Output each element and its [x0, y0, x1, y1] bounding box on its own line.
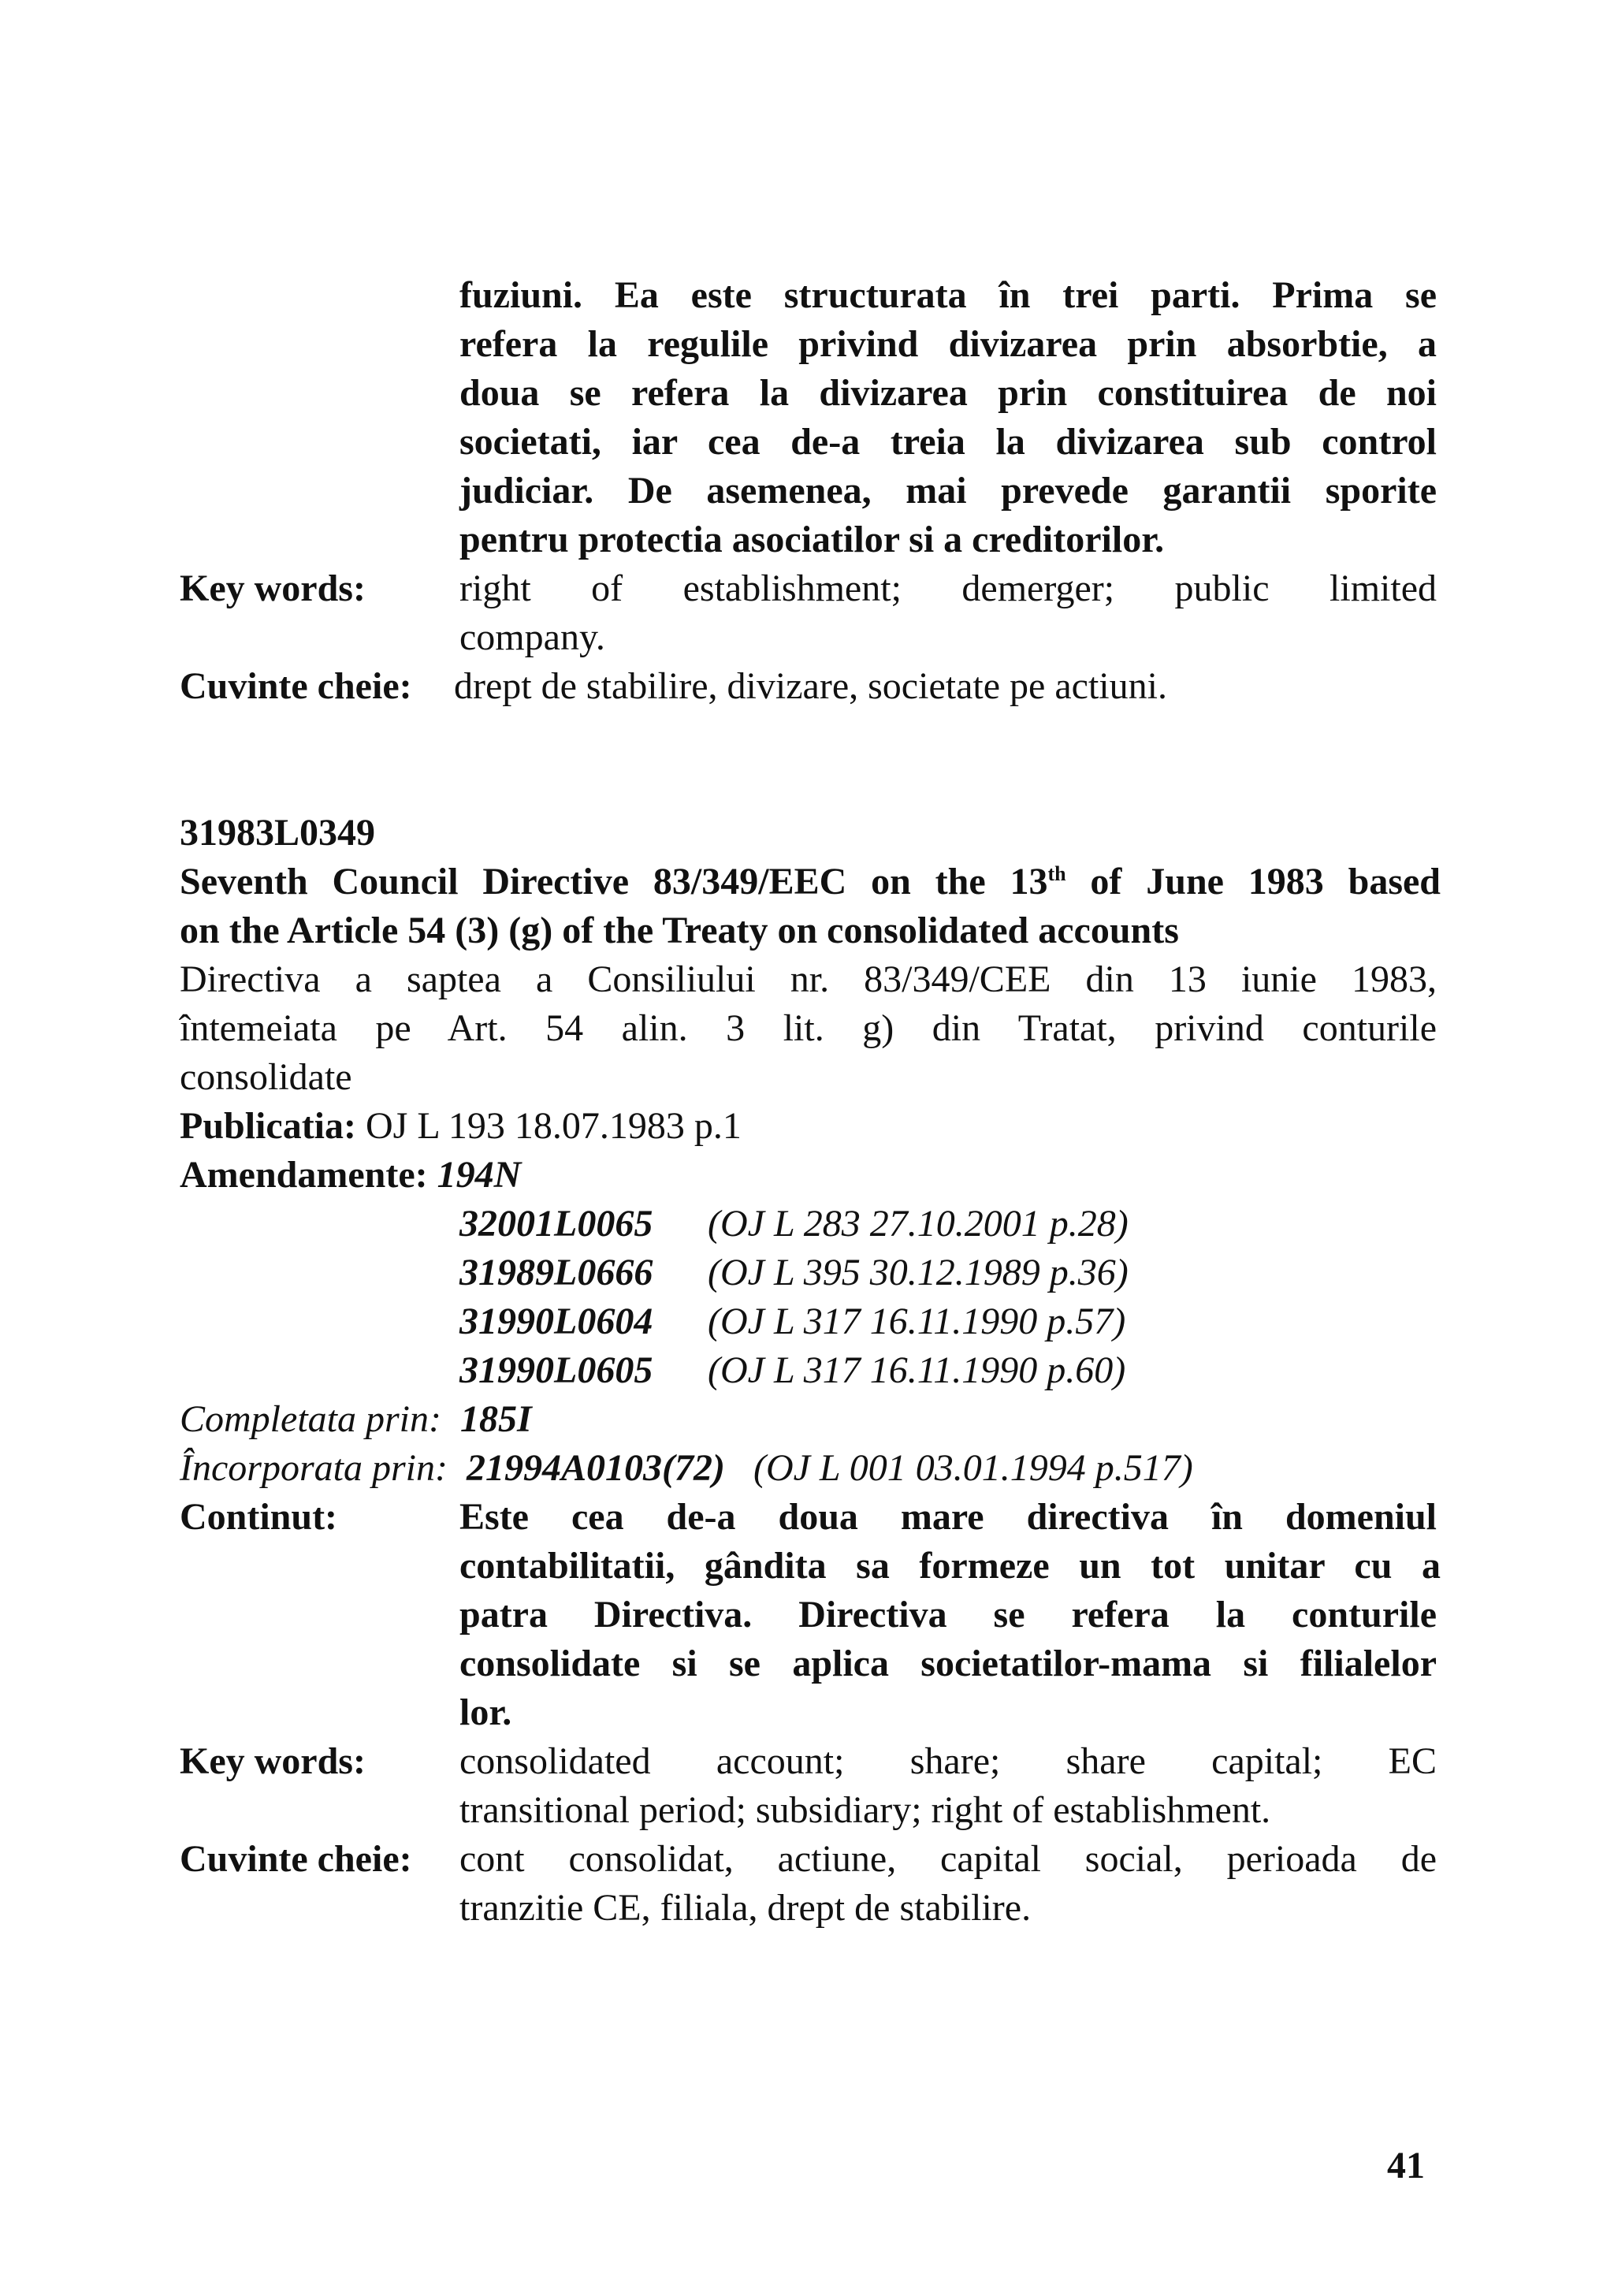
- amendment-code: 31989L0666: [459, 1252, 653, 1293]
- continut-line: patra Directiva. Directiva se refera la conturile: [459, 1594, 1437, 1635]
- entry-title-post: of June 1983 based: [1065, 861, 1441, 902]
- intro-line: fuziuni. Ea este structurata în trei parti. Prima se: [459, 274, 1437, 316]
- entry-keywords-label: Key words:: [180, 1740, 366, 1782]
- amendment-ref: (OJ L 317 16.11.1990 p.57): [708, 1301, 1126, 1342]
- entry-ro-title-line: consolidate: [180, 1056, 352, 1098]
- entry-cuvinte-line: tranzitie CE, filiala, drept de stabilire.: [459, 1887, 1032, 1929]
- amendment-ref: (OJ L 317 16.11.1990 p.60): [708, 1349, 1126, 1391]
- entry-cuvinte-line: cont consolidat, actiune, capital social, perioada de: [459, 1838, 1437, 1880]
- amendamente-label: Amendamente:: [180, 1154, 428, 1196]
- continut-line: lor.: [459, 1691, 512, 1733]
- completata-row: [180, 1396, 532, 1443]
- amendamente-row: [180, 1152, 521, 1199]
- amendment-code: 31990L0605: [459, 1349, 653, 1391]
- intro-cuvinte-text: drept de stabilire, divizare, societate pe actiuni.: [454, 665, 1167, 707]
- completata-value: 185I: [460, 1398, 532, 1440]
- entry-title-line: on the Article 54 (3) (g) of the Treaty on consolidated accounts: [180, 910, 1179, 951]
- intro-cuvinte-label: Cuvinte cheie:: [180, 665, 412, 707]
- continut-line: contabilitatii, gândita sa formeze un tot unitar cu a: [459, 1545, 1441, 1587]
- intro-line: refera la regulile privind divizarea prin absorbtie, a: [459, 323, 1437, 365]
- continut-line: consolidate si se aplica societatilor-mama si filialelor: [459, 1643, 1437, 1684]
- incorporata-row: [180, 1445, 1193, 1492]
- amendment-code: 32001L0065: [459, 1203, 653, 1245]
- amendment-code: 31990L0604: [459, 1301, 653, 1342]
- entry-keywords-line: transitional period; subsidiary; right of establishment.: [459, 1789, 1271, 1831]
- publicatia-label: Publicatia:: [180, 1105, 356, 1147]
- page-number: 41: [1387, 2145, 1425, 2186]
- entry-title-sup: th: [1047, 862, 1066, 885]
- entry-keywords-line: consolidated account; share; share capital; EC: [459, 1740, 1437, 1782]
- amendment-ref: (OJ L 395 30.12.1989 p.36): [708, 1252, 1129, 1293]
- continut-label: Continut:: [180, 1496, 338, 1538]
- entry-title-line: [180, 858, 1441, 906]
- intro-line: doua se refera la divizarea prin constituirea de noi: [459, 372, 1437, 414]
- intro-line: judiciar. De asemenea, mai prevede garantii sporite: [459, 470, 1437, 512]
- amendamente-first: 194N: [437, 1154, 522, 1196]
- continut-line: Este cea de-a doua mare directiva în domeniul: [459, 1496, 1437, 1538]
- intro-keywords-label: Key words:: [180, 567, 366, 609]
- entry-cuvinte-label: Cuvinte cheie:: [180, 1838, 412, 1880]
- intro-keywords-line: company.: [459, 616, 605, 658]
- incorporata-label: Încorporata prin:: [180, 1447, 448, 1489]
- entry-ro-title-line: întemeiata pe Art. 54 alin. 3 lit. g) din Tratat, privind conturile: [180, 1007, 1437, 1049]
- entry-title-pre: Seventh Council Directive 83/349/EEC on the 13: [180, 861, 1048, 902]
- entry-code: 31983L0349: [180, 812, 376, 854]
- completata-label: Completata prin:: [180, 1398, 441, 1440]
- incorporata-ref: (OJ L 001 03.01.1994 p.517): [753, 1447, 1193, 1489]
- incorporata-code: 21994A0103(72): [466, 1447, 725, 1489]
- publicatia-value: OJ L 193 18.07.1983 p.1: [366, 1105, 742, 1147]
- entry-ro-title-line: Directiva a saptea a Consiliului nr. 83/349/CEE din 13 iunie 1983,: [180, 958, 1437, 1000]
- publicatia-row: [180, 1103, 742, 1150]
- intro-line: pentru protectia asociatilor si a creditorilor.: [459, 519, 1165, 560]
- intro-line: societati, iar cea de-a treia la divizarea sub control: [459, 421, 1437, 463]
- intro-keywords-line: right of establishment; demerger; public limited: [459, 567, 1437, 609]
- amendment-ref: (OJ L 283 27.10.2001 p.28): [708, 1203, 1129, 1245]
